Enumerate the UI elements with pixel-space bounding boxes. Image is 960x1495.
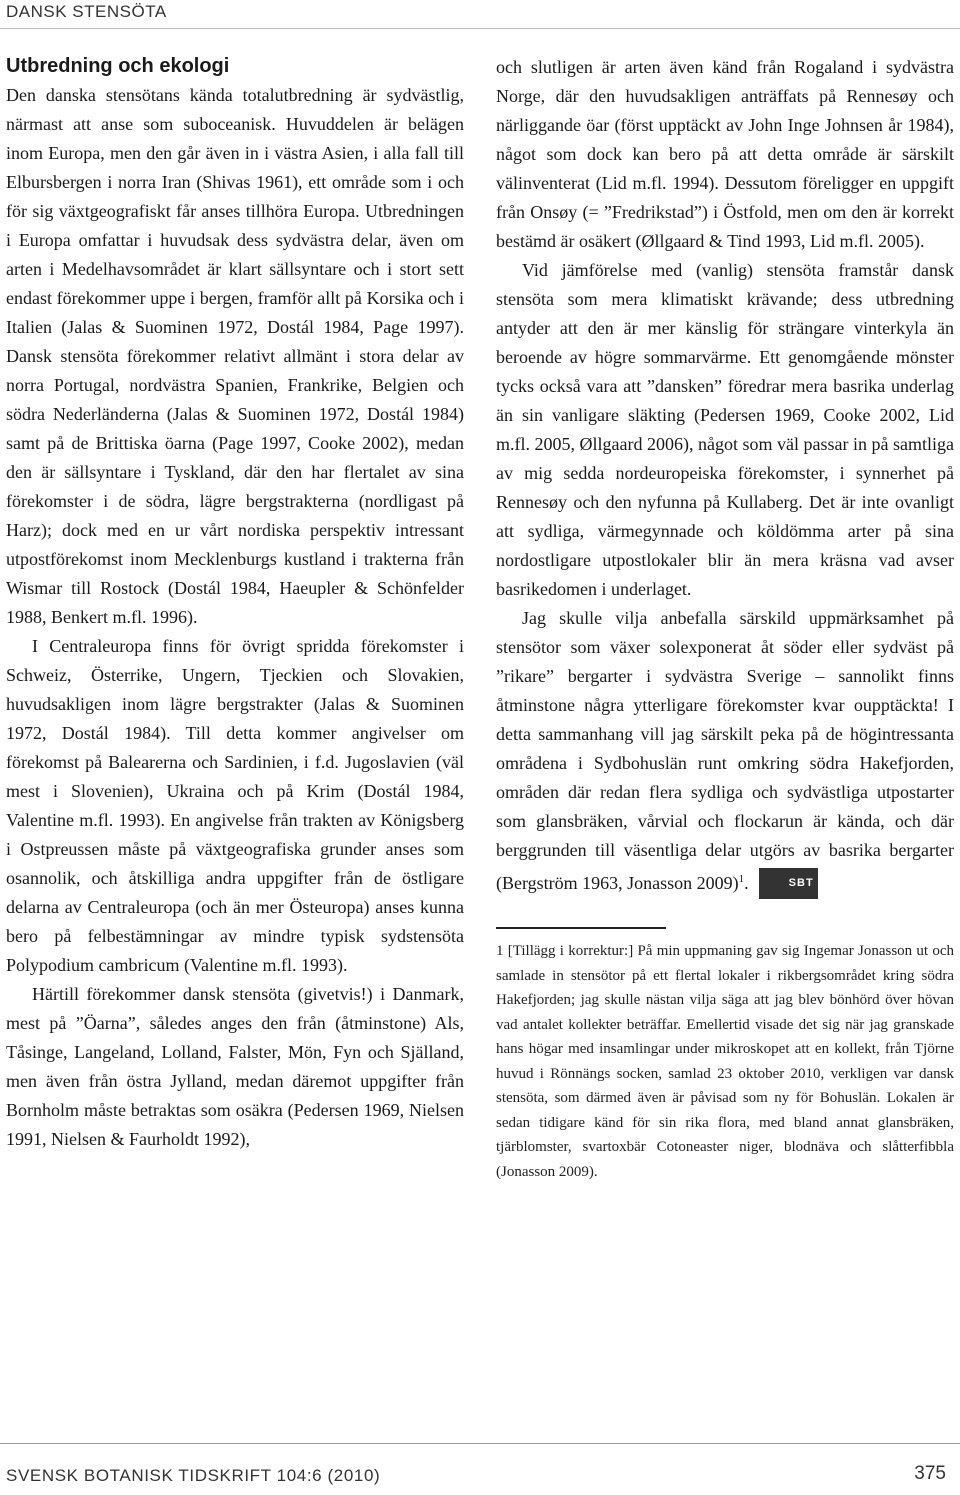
section-heading: Utbredning och ekologi: [6, 55, 230, 77]
body-paragraph: Den danska stensötans kända totalutbredning är sydvästlig, närmast att anse som suboceanisk. Huvuddelen är belägen inom Europa, men den går även in i västra Asien, i alla fall till Elbursbergen i norra Iran (Shivas 1961), ett område som i och för sig växtgeografiskt får anses tillhöra Europa. Utbredningen i Europa omfattar i huvudsak dess sydvästra delar, även om arten i Medelhavsområdet är klart sällsyntare och i stort sett endast förekommer uppe i bergen, framför allt på Korsika och i Italien (Jalas & Suominen 1972, Dostál 1984, Page 1997). Dansk stensöta förekommer relativt allmänt i stora delar av norra Portugal, nordvästra Spanien, Frankrike, Belgien och södra Nederländerna (Jalas & Suominen 1972, Dostál 1984) samt på de Brittiska öarna (Page 1997, Cooke 2002), medan den är sällsyntare i Tyskland, där den har flertalet av sina förekomster i de södra, lägre bergstrakterna (nordligast på Harz); dock med en ur vårt nordiska perspektiv intressant utpostförekomst inom Mecklenburgs kustland i trakterna från Wismar till Rostock (Dostál 1984, Haeupler & Schönfelder 1988, Benkert m.fl. 1996).: [6, 85, 464, 627]
footnote-marker: 1: [738, 873, 745, 885]
journal-footer: SVENSK BOTANISK TIDSKRIFT 104:6 (2010): [6, 1466, 381, 1485]
footer-divider: [0, 1443, 960, 1444]
sbt-end-mark: SBT: [759, 868, 818, 899]
body-paragraph: Härtill förekommer dansk stensöta (givetvis!) i Danmark, mest på ”Öarna”, således anges den från (åtminstone) Als, Tåsinge, Langeland, Lolland, Falster, Mön, Fyn och Själland, men även från östra Jylland, medan däremot uppgifter från Bornholm måste betraktas som osäkra (Pedersen 1969, Nielsen 1991, Nielsen & Faurholdt 1992),: [6, 984, 464, 1149]
footnote-text: 1 [Tillägg i korrektur:] På min uppmaning gav sig Ingemar Jonasson ut och samlade in stensötor på ett flertal lokaler i rikbergsområdet kring södra Hakefjorden; jag skulle nästan vilja säga att jag blev bönhörd över hövan vad antalet kollekter beträffar. Emellertid visade det sig när jag granskade hans högar med insamlingar under mikroskopet att en kollekt, från Tjörne huvud i Rönnängs socken, samlad 23 oktober 2010, verkligen var dansk stensöta, som därmed även är påvisad som ny för Bohuslän. Lokalen är sedan tidigare känd för sin rika flora, med bland annat glansbräken, tjärblomster, svartoxbär Cotoneaster niger, blodnäva och slåtterfibbla (Jonasson 2009).: [496, 943, 954, 1180]
left-column: [6, 53, 464, 1154]
running-header: DANSK STENSÖTA: [6, 2, 167, 21]
header-divider: [0, 28, 960, 29]
right-column: [496, 53, 954, 1184]
body-paragraph: I Centraleuropa finns för övrigt spridda förekomster i Schweiz, Österrike, Ungern, Tjeckien och Slovakien, huvudsakligen inom lägre bergstrakter (Jalas & Suominen 1972, Dostál 1984). Till detta kommer angivelser om förekomst på Balearerna och Sardinien, i f.d. Jugoslavien (väl mest i Slovenien), Ukraina och på Krim (Dostál 1984, Valentine m.fl. 1993). En angivelse från trakten av Königsberg i Ostpreussen måste på växtgeografiska grunder anses som osannolik, och åtskilliga andra uppgifter från de östligare delarna av Centraleuropa (och än mer Östeuropa) anses kunna bero på felbestämningar av mindre typisk sydstensöta Polypodium cambricum (Valentine m.fl. 1993).: [6, 636, 464, 975]
body-paragraph-text: Jag skulle vilja anbefalla särskild uppmärksamhet på stensötor som växer solexponerat åt söder eller sydväst på ”rikare” bergarter i sydvästra Sverige – sannolikt finns åtminstone några ytterligare förekomster kvar oupptäckta! I detta sammanhang vill jag särskilt peka på de högintressanta områdena i Sydbohuslän runt omkring södra Hakefjorden, områden där redan flera sydliga och sydvästliga utpostarter som glansbräken, vårvial och flockarun är kända, och där berggrunden till väsentliga delar utgörs av basrika bergarter (Bergström 1963, Jonasson 2009): [496, 608, 954, 893]
body-paragraph: och slutligen är arten även känd från Rogaland i sydvästra Norge, där den huvudsakligen anträffats på Rennesøy och närliggande öar (först upptäckt av John Inge Johnsen år 1984), något som dock kan bero på att detta område är särskilt välinventerat (Lid m.fl. 1994). Dessutom föreligger en uppgift från Onsøy (= ”Fredrikstad”) i Östfold, men om den är korrekt bestämd är osäkert (Øllgaard & Tind 1993, Lid m.fl. 2005).: [496, 57, 954, 251]
body-paragraph: Vid jämförelse med (vanlig) stensöta framstår dansk stensöta som mera klimatiskt krävande; dess utbredning antyder att den är mer känslig för strängare vinterkyla än beroende av högre sommarvärme. Ett genomgående mönster tycks också vara att ”dansken” föredrar mera basrika underlag än sin vanligare släkting (Pedersen 1969, Cooke 2002, Lid m.fl. 2005, Øllgaard 2006), något som väl passar in på samtliga av mig sedda nordeuropeiska förekomster, i synnerhet på Rennesøy och den nyfunna på Kullaberg. Det är inte ovanligt att sydliga, värmegynnade och köldömma arter på sina nordostligare utpostlokaler blir än mera kräsna vad avser basrikedomen i underlaget.: [496, 260, 954, 599]
footnote: [496, 939, 954, 1184]
body-paragraph-last: Jag skulle vilja anbefalla särskild uppmärksamhet på stensötor som växer solexponerat åt söder eller sydväst på ”rikare” bergarter i sydvästra Sverige – sannolikt finns åtminstone några ytterligare förekomster kvar oupptäckta! I detta sammanhang vill jag särskilt peka på de högintressanta områdena i Sydbohuslän runt omkring södra Hakefjorden, områden där redan flera sydliga och sydvästliga utpostarter som glansbräken, vårvial och flockarun är kända, och där berggrunden till väsentliga delar utgörs av basrika bergarter (Bergström 1963, Jonasson 2009)$^1$. SBT: [496, 604, 954, 899]
footnote-divider: [496, 927, 666, 929]
page-number: 375: [914, 1463, 946, 1484]
